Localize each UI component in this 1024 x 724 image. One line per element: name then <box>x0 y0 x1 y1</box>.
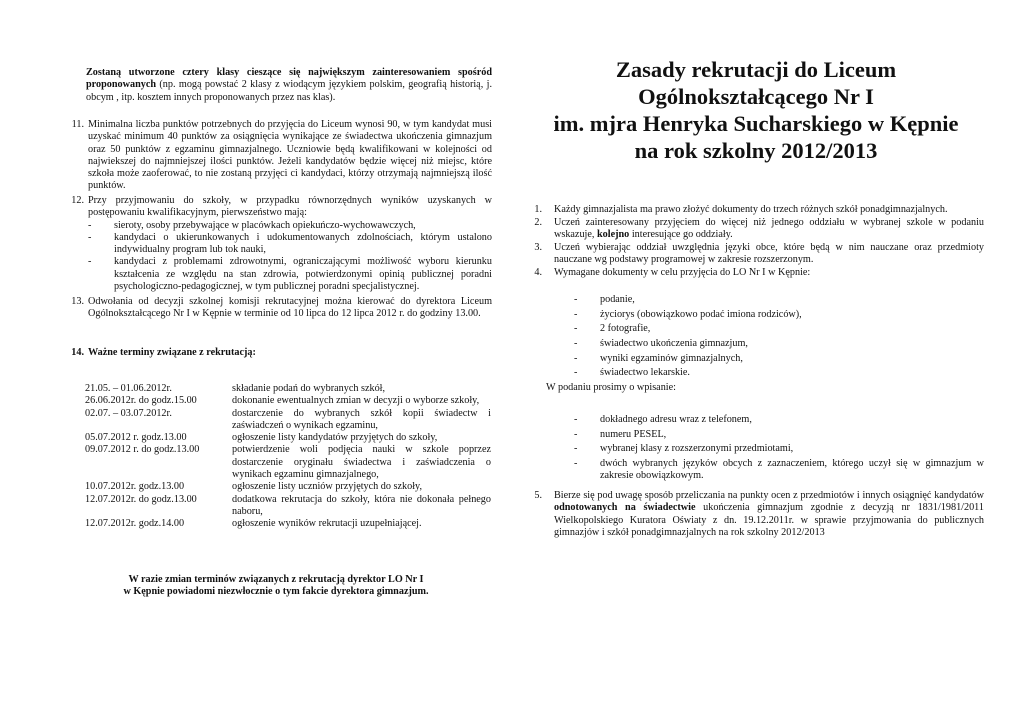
rule-number: 2. <box>534 217 542 228</box>
rule-13 <box>60 296 492 321</box>
bold-word: kolejno <box>597 229 630 241</box>
rule-number: 5. <box>534 490 542 501</box>
document-title <box>528 56 984 164</box>
table-row <box>85 395 491 407</box>
rule-1 <box>528 204 984 216</box>
rule-text: Wymagane dokumenty w celu przyjęcia do LO Nr I w Kępnie: <box>554 267 811 278</box>
schedule-text: składanie podań do wybranych szkół, <box>232 383 386 394</box>
rule-text: Minimalna liczba punktów potrzebnych do przyjęcia do Liceum wynosi 90, w tym kandydat musi uzyskać minimum 40 punktów za osiągnięcia wynikające ze świadectwa ukończenia gimnazjum oraz 50 punktów z egzaminu gimnazjalnego. Uczniowie będą kwalifikowani w kolejności od najwiekszej do najmniejszej ilości punktów. Jeżeli kandydatów będzie więcej niż miejsc, które szkoła może zaoferować, to nie zostaną przyjęci ci kandydaci, którzy otrzymają najmniejszą ilość punktów. <box>88 119 492 192</box>
rule-number: 1. <box>534 204 542 215</box>
rule-11 <box>60 119 492 193</box>
list-item: - kandydaci z problemami zdrowotnymi, ograniczającymi możliwość wyboru kierunku kształcenia ze względu na stan zdrowia, potwierdzonymi opinią publicznej poradni psychologiczno-pedagogicznej, w tym publicznej poradni specjalistycznej. <box>88 256 492 293</box>
title-line: Zasady rekrutacji do Liceum <box>615 57 897 82</box>
list-item: - życiorys (obowiązkowo podać imiona rodziców), <box>574 308 802 320</box>
table-row <box>85 444 491 481</box>
schedule-date: 05.07.2012 r. godz.13.00 <box>85 432 187 444</box>
schedule-text: dostarczenie do wybranych szkół kopii świadectw i zaświadczeń o wynikach egzaminu, <box>232 407 491 431</box>
list-item: - numeru PESEL, <box>574 428 667 440</box>
rule-text: Przy przyjmowaniu do szkoły, w przypadku równorzędnych wyników uzyskanych w postępowaniu kwalifikacyjnym, pierwszeństwo mają: <box>88 195 492 219</box>
table-row <box>85 432 491 444</box>
rule-text: Odwołania od decyzji szkolnej komisji rekrutacyjnej można kierować do dyrektora Liceum Ogólnokształcącego Nr I w Kępnie w terminie od 10 lipca do 12 lipca 2012 r. do godziny 13.00. <box>88 296 492 320</box>
application-contents-heading: W podaniu prosimy o wpisanie: <box>546 382 676 393</box>
schedule-date: 02.07. – 03.07.2012r. <box>85 407 172 419</box>
list-item: - świadectwo lekarskie. <box>574 367 690 379</box>
title-line: Ogólnokształcącego Nr I <box>638 84 874 109</box>
documents-list <box>574 294 984 380</box>
schedule-text: dodatkowa rekrutacja do szkoły, która nie dokonała pełnego naboru, <box>232 493 491 517</box>
rule-14 <box>60 347 492 359</box>
schedule-text: ogłoszenie listy uczniów przyjętych do szkoły, <box>232 481 423 493</box>
rule-5 <box>528 490 984 539</box>
list-item: - dwóch wybranych języków obcych z zaznaczeniem, którego uczył się w gimnazjum w zakresie obowiązkowym. <box>574 458 984 482</box>
intro-paragraph <box>86 67 492 104</box>
rule-text: Każdy gimnazjalista ma prawo złożyć dokumenty do trzech różnych szkół ponadgimnazjalnych. <box>554 204 948 215</box>
bold-phrase: odnotowanych na świadectwie <box>554 502 696 514</box>
list-item: - sieroty, osoby przebywające w placówkach opiekuńczo-wychowawczych, <box>88 219 416 231</box>
table-row <box>85 383 491 395</box>
intro-bold: Zostaną utworzone cztery klasy cieszące się największym zainteresowaniem spośród proponowanych <box>86 67 492 91</box>
schedule-text: ogłoszenie listy kandydatów przyjętych do szkoły, <box>232 432 438 444</box>
rule-text: Ważne terminy związane z rekrutacją: <box>88 347 256 358</box>
schedule-date: 12.07.2012r. godz.14.00 <box>85 518 185 530</box>
schedule-text: dokonanie ewentualnych zmian w decyzji o wyborze szkoły, <box>232 395 480 407</box>
title-line: na rok szkolny 2012/2013 <box>634 138 878 163</box>
list-item: - dokładnego adresu wraz z telefonem, <box>574 414 752 425</box>
rule-text: Uczeń zainteresowany przyjęciem do więcej niż jednego oddziału w wybranej szkole w podaniu wskazuje, kolejno interesujące go oddziały. <box>554 217 984 241</box>
intro-normal: (np. mogą powstać 2 klasy z wiodącym językiem polskim, geografią historią, j. obcym , itp. kosztem innych proponowanych przez nas klas). <box>86 79 493 103</box>
application-contents-list <box>574 414 984 483</box>
table-row <box>85 481 491 493</box>
table-row <box>85 494 491 519</box>
closing-note <box>60 574 492 599</box>
schedule-date: 21.05. – 01.06.2012r. <box>85 383 172 394</box>
rule-number: 11. <box>71 119 84 130</box>
schedule-date: 10.07.2012r. godz.13.00 <box>85 481 185 493</box>
list-item: - świadectwo ukończenia gimnazjum, <box>574 338 748 350</box>
rule-3 <box>528 242 984 267</box>
table-row <box>85 408 491 433</box>
schedule-table <box>85 383 491 531</box>
rule-12 <box>60 195 492 293</box>
rule-number: 12. <box>71 195 84 206</box>
rule-4 <box>528 267 984 279</box>
list-item: - podanie, <box>574 294 635 305</box>
rule-2 <box>528 217 984 242</box>
priority-list <box>88 220 492 294</box>
schedule-date: 12.07.2012r. do godz.13.00 <box>85 493 197 505</box>
schedule-date: 09.07.2012 r. do godz.13.00 <box>85 444 200 456</box>
schedule-date: 26.06.2012r. do godz.15.00 <box>85 395 197 407</box>
rule-text: Uczeń wybierając oddział uwzględnia języki obce, które będą w nim nauczane oraz przedmioty nauczane wg podstawy programowej w zakresie rozszerzonym. <box>554 242 984 266</box>
list-item: - wybranej klasy z rozszerzonymi przedmiotami, <box>574 443 794 455</box>
rule-number: 4. <box>534 267 542 278</box>
rule-number: 13. <box>71 296 84 307</box>
schedule-text: ogłoszenie wyników rekrutacji uzupełniającej. <box>232 518 422 530</box>
title-line: im. mjra Henryka Sucharskiego w Kępnie <box>553 111 959 136</box>
list-item: - kandydaci o ukierunkowanych i udokumentowanych zdolnościach, którym ustalono indywidualny program lub tok nauki, <box>88 231 492 256</box>
schedule-text: potwierdzenie woli podjęcia nauki w szkole poprzez dostarczenie oryginału świadectwa i zaświadczenia o wynikach egzaminu gimnazjalnego, <box>232 444 491 481</box>
closing-line: w Kępnie powiadomi niezwłocznie o tym fakcie dyrektora gimnazjum. <box>123 586 429 598</box>
table-row <box>85 518 491 530</box>
list-item: - wyniki egzaminów gimnazjalnych, <box>574 352 743 364</box>
rule-number: 3. <box>534 242 542 253</box>
list-item: - 2 fotografie, <box>574 323 651 335</box>
closing-line: W razie zmian terminów związanych z rekrutacją dyrektor LO Nr I <box>128 574 424 585</box>
rule-number: 14. <box>71 347 84 358</box>
rule-text: Bierze się pod uwagę sposób przeliczania na punkty ocen z przedmiotów i innych osiągnięć kandydatów odnotowanych na świadectwie ukończenia gimnazjum zgodnie z decyzją nr 1831/1981/2011 Wielkopolskiego Kuratora Oświaty z dn. 19.12.2011r. w sprawie przyjmowania do publicznych gimnazjów i szkół ponadgimnazjalnych na rok szkolny 2012/2013 <box>554 490 984 538</box>
